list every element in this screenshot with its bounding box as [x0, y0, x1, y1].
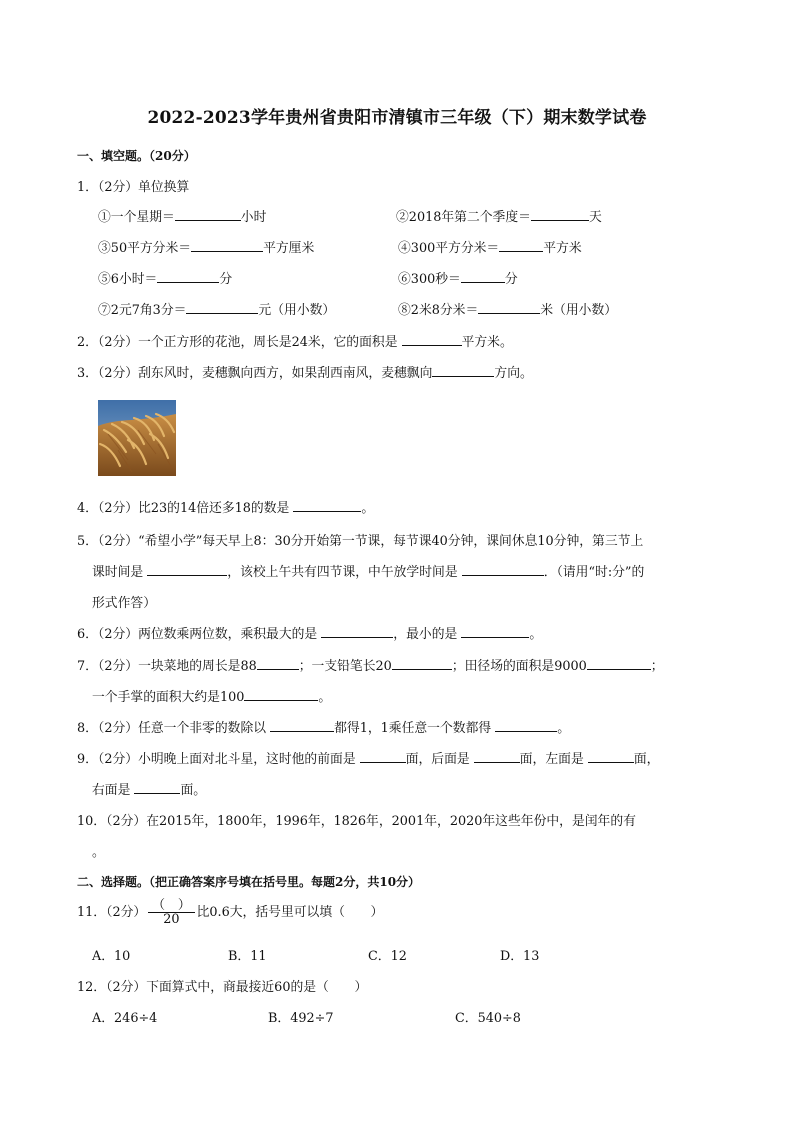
answer-blank: [360, 749, 406, 763]
answer-blank: [147, 562, 227, 576]
question-11-option-c: C．12: [368, 949, 407, 964]
answer-blank: [588, 749, 634, 763]
question-7-line-1: 7．（2分）一块菜地的周长是88 ；一支铅笔长20 ；田径场的面积是9000 ；: [77, 655, 664, 674]
question-11-option-d: D．13: [500, 949, 540, 964]
answer-blank: [462, 562, 544, 576]
question-9-line-2: 右面是 面。: [92, 779, 206, 798]
question-12-option-a: A．246÷4: [92, 1011, 158, 1026]
answer-blank: [257, 656, 299, 670]
answer-blank: [134, 780, 180, 794]
answer-blank: [321, 624, 393, 638]
answer-blank: [461, 624, 529, 638]
question-5-line-3: 形式作答）: [92, 596, 156, 611]
question-5-line-1: 5．（2分）“希望小学”每天早上8：30分开始第一节课，每节课40分钟，课间休息10分钟，第三节上: [77, 534, 644, 549]
answer-blank: [495, 718, 557, 732]
question-1-item-c: ③50平方分米＝ 平方厘米: [98, 237, 314, 256]
answer-blank: [175, 207, 241, 221]
answer-blank: [186, 300, 258, 314]
answer-blank: [157, 269, 219, 283]
question-1-heading: 1．（2分）单位换算: [77, 180, 190, 195]
answer-blank: [432, 363, 494, 377]
question-8: 8．（2分）任意一个非零的数除以 都得1，1乘任意一个数都得 。: [77, 717, 570, 736]
fraction: $\frac{( )}{20}$: [148, 899, 194, 926]
question-6: 6．（2分）两位数乘两位数，乘积最大的是 ，最小的是 。: [77, 623, 542, 642]
question-5-line-2: 课时间是 ，该校上午共有四节课，中午放学时间是 ．（请用“时:分”的: [92, 561, 644, 580]
answer-blank: [392, 656, 452, 670]
question-11-option-b: B．11: [228, 949, 267, 964]
answer-blank: [474, 749, 520, 763]
question-7-line-2: 一个手掌的面积大约是100 。: [92, 686, 331, 705]
section-fill-in-heading: 一、填空题。（20分）: [77, 149, 196, 163]
answer-blank: [270, 718, 334, 732]
section-choice-heading: 二、选择题。（把正确答案序号填在括号里。每题2分，共10分）: [77, 875, 421, 889]
question-4: 4．（2分）比23的14倍还多18的数是 。: [77, 497, 374, 516]
question-12-option-b: B．492÷7: [268, 1011, 334, 1026]
page-title: 2022-2023学年贵州省贵阳市清镇市三年级（下）期末数学试卷: [147, 108, 647, 128]
question-9-line-1: 9．（2分）小明晚上面对北斗星，这时他的前面是 面，后面是 面，左面是 面，: [77, 748, 659, 767]
wheat-field-photo: [98, 400, 176, 476]
answer-blank: [191, 238, 263, 252]
question-10-line-1: 10．（2分）在2015年，1800年，1996年，1826年，2001年，2020年这些年份中，是闰年的有: [77, 814, 636, 829]
answer-blank: [531, 207, 589, 221]
answer-blank: [499, 238, 543, 252]
answer-blank: [244, 687, 318, 701]
answer-blank: [293, 498, 361, 512]
question-2: 2．（2分）一个正方形的花池，周长是24米，它的面积是 平方米。: [77, 331, 513, 350]
question-10-line-2: 。: [92, 845, 105, 860]
question-1-item-e: ⑤6小时＝ 分: [98, 268, 232, 287]
answer-blank: [461, 269, 505, 283]
question-12-option-c: C．540÷8: [455, 1011, 521, 1026]
question-1-item-h: ⑧2米8分米＝ 米（用小数）: [398, 299, 617, 318]
answer-blank: [402, 332, 462, 346]
answer-blank: [478, 300, 540, 314]
question-1-item-f: ⑥300秒＝ 分: [398, 268, 518, 287]
question-1-item-a: ①一个星期＝ 小时: [98, 206, 266, 225]
question-1-item-b: ②2018年第二个季度＝ 天: [396, 206, 602, 225]
question-1-item-g: ⑦2元7角3分＝ 元（用小数）: [98, 299, 335, 318]
question-12: 12．（2分）下面算式中，商最接近60的是（ ）: [77, 980, 368, 995]
question-11: 11．（2分） $\frac{( )}{20}$ 比0.6大，括号里可以填（ ）: [77, 898, 384, 927]
question-3: 3．（2分）刮东风时，麦穗飘向西方，如果刮西南风，麦穗飘向 方向。: [77, 362, 533, 381]
question-11-option-a: A．10: [92, 949, 131, 964]
question-1-item-d: ④300平方分米＝ 平方米: [398, 237, 582, 256]
answer-blank: [587, 656, 651, 670]
